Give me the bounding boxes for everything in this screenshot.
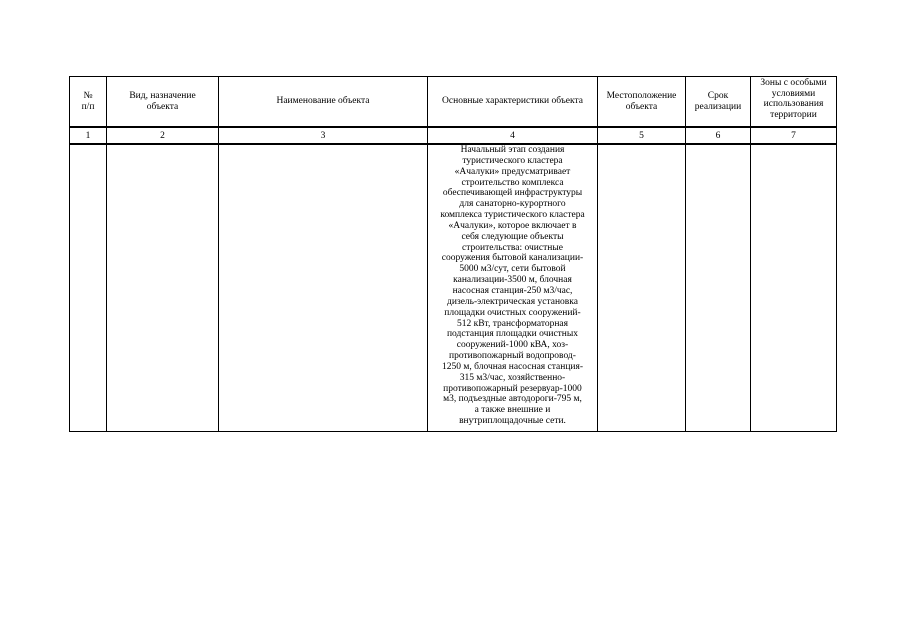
cell-number xyxy=(70,144,107,432)
header-number-label: № п/п xyxy=(81,91,95,112)
header-object-name xyxy=(219,77,428,128)
header-zones-label: Зоны с особыми условиями использования территории xyxy=(760,78,827,120)
column-number-5: 5 xyxy=(598,127,686,144)
column-number-row xyxy=(70,127,837,144)
header-location-label: Местоположение объекта xyxy=(606,91,677,112)
column-number-6: 6 xyxy=(686,127,751,144)
column-number-1: 1 xyxy=(70,127,107,144)
header-object-name-label: Наименование объекта xyxy=(276,96,370,107)
header-type-purpose xyxy=(107,77,219,128)
cell-location xyxy=(598,144,686,432)
column-number-2: 2 xyxy=(107,127,219,144)
cell-term xyxy=(686,144,751,432)
column-number-3: 3 xyxy=(219,127,428,144)
header-number xyxy=(70,77,107,128)
header-term xyxy=(686,77,751,128)
cell-object-name xyxy=(219,144,428,432)
cell-zones xyxy=(751,144,837,432)
characteristics-text: Начальный этап создания туристического кластера «Ачалуки» предусматривает строительство комплекса обеспечивающей инфраструктуры для санаторно-курортного комплекса туристического кластера «Ачалуки», которое включает в себя следующие объекты строительства: очистные сооружения бытовой канализации- 5000 м3/сут, сети бытовой канализации-3500 м, блочная насосная станция-250 м3/час, дизель-электрическая установка площадки очистных сооружений- 512 кВт, трансформаторная подстанция площадки очистных сооружений-1000 кВА, хоз- противопожарный водопровод- 1250 м, блочная насосная станция- 315 м3/час, хозяйственно- противопожарный резервуар-1000 м3, подъездные автодороги-795 м, а также внешние и внутриплощадочные сети. xyxy=(440,145,585,427)
header-characteristics xyxy=(428,77,598,128)
header-location xyxy=(598,77,686,128)
header-term-label: Срок реализации xyxy=(694,91,742,112)
cell-type-purpose xyxy=(107,144,219,432)
objects-table xyxy=(69,76,837,432)
cell-characteristics xyxy=(428,144,598,432)
header-zones xyxy=(751,77,837,128)
header-characteristics-label: Основные характеристики объекта xyxy=(442,96,583,107)
column-number-7: 7 xyxy=(751,127,837,144)
table-header-row xyxy=(70,77,837,128)
column-number-4: 4 xyxy=(428,127,598,144)
table-row xyxy=(70,144,837,432)
header-type-purpose-label: Вид, назначение объекта xyxy=(129,91,196,112)
